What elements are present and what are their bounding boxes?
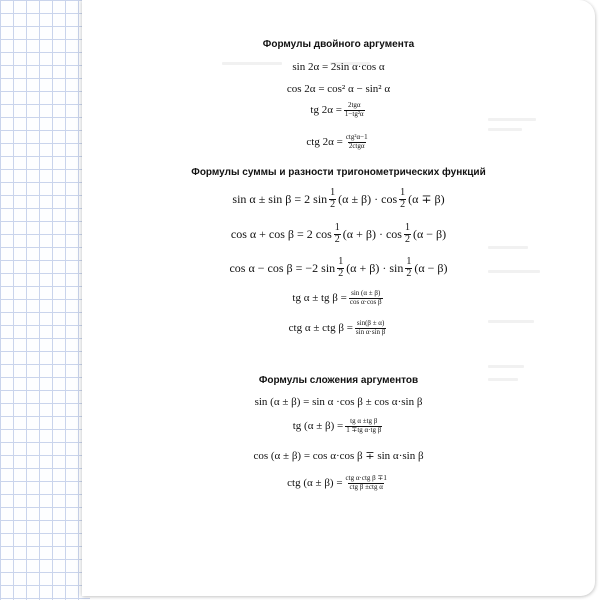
formula-cos-2a: cos 2α = cos² α − sin² α [286, 83, 391, 95]
fraction-half: $\frac{1}{2}$ [334, 222, 340, 245]
formula-cos-addition: cos (α ± β) = cos α·cos β ∓ sin α·sin β [253, 450, 424, 462]
fraction-half: $\frac{1}{2}$ [338, 256, 344, 279]
formula-ctg-2a: ctg 2α = $\frac{\text{ctg²α−1}}{\text{2ctgα}}$ [306, 133, 368, 150]
heading-addition: Формулы сложения аргументов [258, 375, 419, 386]
formula-sin-2a: sin 2α = 2sin α·cos α [292, 61, 385, 73]
fraction: $\frac{\text{ctg α·ctg β ∓1}}{\text{ctg β ±ctg α}}$ [345, 474, 387, 491]
formula-ctg-addition: ctg (α ± β) = $\frac{\text{ctg α·ctg β ∓1}}{\text{ctg β ±ctg α}}$ [287, 474, 387, 491]
fraction-half: $\frac{1}{2}$ [406, 256, 412, 279]
heading-sum-difference: Формулы суммы и разности тригонометрических функций [191, 167, 486, 178]
formula-sin-addition: sin (α ± β) = sin α ·cos β ± cos α·sin β [254, 396, 423, 408]
fraction: $\frac{\text{tg α ±tg β}}{\text{1 ∓tg α·tg β}}$ [346, 417, 382, 434]
heading-double-argument: Формулы двойного аргумента [262, 39, 415, 50]
formula-cos-sum: cos α + cos β = 2 cos $\frac{1}{2}$ (α + β) · cos $\frac{1}{2}$ (α − β) [230, 222, 447, 245]
fraction: $\frac{\sin(\beta \pm \alpha)}{\text{sin α·sin β}}$ [355, 319, 386, 336]
formula-cos-difference: cos α − cos β = −2 sin $\frac{1}{2}$ (α + β) · sin $\frac{1}{2}$ (α − β) [229, 256, 448, 279]
formula-tg-sum: tg α ± tg β = $\frac{\sin (\alpha \pm \beta)}{\text{cos α·cos β}}$ [292, 289, 382, 306]
fraction-half: $\frac{1}{2}$ [400, 187, 406, 210]
formula-tg-2a: tg 2α = $\frac{\text{2tgα}}{\text{1−tg²α}}$ [310, 101, 364, 118]
formula-sin-sum: sin α ± sin β = 2 sin $\frac{1}{2}$ (α ± β) · cos $\frac{1}{2}$ (α ∓ β) [232, 187, 445, 210]
fraction: $\frac{\text{2tgα}}{\text{1−tg²α}}$ [344, 101, 364, 118]
formula-tg-addition: tg (α ± β) = $\frac{\text{tg α ±tg β}}{\text{1 ∓tg α·tg β}}$ [292, 417, 382, 434]
fraction: $\frac{\sin (\alpha \pm \beta)}{\text{cos α·cos β}}$ [349, 289, 382, 306]
fraction: $\frac{\text{ctg²α−1}}{\text{2ctgα}}$ [345, 133, 368, 150]
formula-ctg-sum: ctg α ± ctg β = $\frac{\sin(\beta \pm \alpha)}{\text{sin α·sin β}}$ [288, 319, 386, 336]
graph-paper-strip [0, 0, 90, 600]
fraction-half: $\frac{1}{2}$ [330, 187, 336, 210]
fraction-half: $\frac{1}{2}$ [404, 222, 410, 245]
